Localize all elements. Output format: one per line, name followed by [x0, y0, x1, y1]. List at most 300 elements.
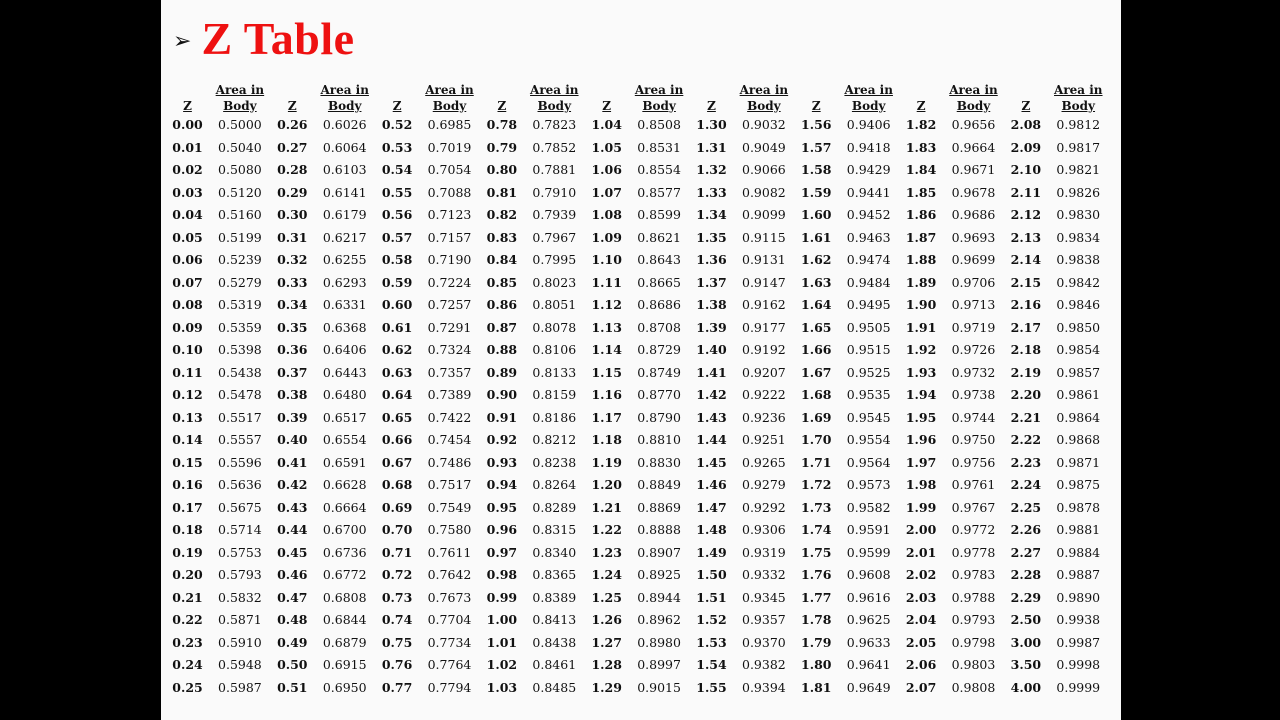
area-value: 0.9798: [951, 634, 996, 650]
area-value: 0.9345: [742, 589, 786, 605]
z-value: 0.95: [486, 499, 518, 515]
area-value: 0.5279: [218, 274, 262, 290]
z-value: 1.36: [696, 252, 727, 267]
area-value: 0.9890: [1056, 589, 1101, 605]
area-value: 0.8106: [532, 342, 577, 357]
area-value: 0.6879: [322, 634, 367, 650]
area-value: 0.9573: [846, 477, 891, 492]
area-value: 0.9812: [1056, 117, 1101, 132]
z-value: 0.59: [381, 274, 413, 290]
z-value: 2.03: [905, 589, 937, 605]
area-value: 0.6293: [322, 274, 367, 290]
z-value: 1.71: [801, 454, 832, 470]
z-value: 2.02: [905, 567, 937, 582]
z-value: 1.86: [905, 207, 937, 222]
area-value: 0.6179: [322, 207, 367, 222]
area-value: 0.9878: [1056, 499, 1101, 515]
z-value: 1.02: [486, 657, 518, 672]
area-value: 0.6026: [322, 117, 367, 132]
area-value: 0.9066: [742, 162, 786, 177]
area-value: 0.9842: [1056, 274, 1101, 290]
z-value: 0.11: [172, 364, 203, 380]
z-value: 0.82: [486, 207, 518, 222]
z-value: 0.49: [277, 634, 308, 650]
area-value: 0.8289: [532, 499, 577, 515]
z-value: 1.44: [696, 432, 727, 447]
area-value: 0.5160: [218, 207, 262, 222]
z-value: 1.67: [801, 364, 832, 380]
area-value: 0.5478: [218, 387, 262, 402]
area-value: 0.9713: [951, 297, 996, 312]
z-value: 1.50: [696, 567, 727, 582]
area-value: 0.7794: [427, 679, 472, 695]
area-value: 0.7995: [532, 252, 577, 267]
area-value: 0.9887: [1056, 567, 1101, 582]
z-value: 0.36: [277, 342, 308, 357]
area-value: 0.9999: [1056, 679, 1101, 695]
area-value: 0.9554: [846, 432, 891, 447]
area-value: 0.9881: [1056, 522, 1101, 537]
area-value: 0.9292: [742, 499, 786, 515]
column-header-z: Z: [183, 98, 192, 113]
z-value: 2.19: [1010, 364, 1042, 380]
area-value: 0.8159: [532, 387, 577, 402]
z-value: 0.12: [172, 387, 203, 402]
area-value: 0.9599: [846, 544, 891, 560]
z-value: 1.13: [591, 319, 622, 335]
area-value: 0.5714: [218, 522, 262, 537]
area-value: 0.7454: [427, 432, 472, 447]
area-value: 0.9756: [951, 454, 996, 470]
z-value: 1.05: [591, 139, 622, 155]
z-value: 1.21: [591, 499, 622, 515]
area-value: 0.5596: [218, 454, 262, 470]
z-value: 1.78: [801, 612, 832, 627]
area-value: 0.7704: [427, 612, 472, 627]
table-row: [169, 609, 1112, 632]
z-value: 1.89: [905, 274, 937, 290]
z-value: 0.98: [486, 567, 518, 582]
column-header-z: Z: [392, 98, 402, 113]
area-value: 0.5753: [218, 544, 262, 560]
area-value: 0.7823: [532, 117, 577, 132]
z-value: 1.73: [801, 499, 832, 515]
area-value: 0.9699: [951, 252, 996, 267]
z-value: 0.79: [486, 139, 518, 155]
area-value: 0.8621: [637, 229, 681, 245]
z-value: 0.91: [486, 409, 518, 425]
z-value: 1.38: [696, 297, 727, 312]
area-value: 0.7422: [427, 409, 472, 425]
area-value: 0.9162: [742, 297, 786, 312]
area-value: 0.9082: [742, 184, 786, 200]
area-value: 0.7389: [427, 387, 472, 402]
z-value: 1.64: [801, 297, 832, 312]
z-value: 0.06: [172, 252, 203, 267]
area-value: 0.9854: [1056, 342, 1101, 357]
area-value: 0.6985: [427, 117, 472, 132]
z-value: 0.78: [486, 117, 518, 132]
column-header-z: Z: [707, 98, 716, 113]
z-value: 2.01: [905, 544, 937, 560]
table-row: [169, 564, 1112, 587]
area-value: 0.8508: [637, 117, 681, 132]
z-value: 1.97: [905, 454, 937, 470]
area-value: 0.7486: [427, 454, 472, 470]
z-value: 0.23: [172, 634, 203, 650]
z-value: 0.15: [172, 454, 203, 470]
z-value: 2.27: [1010, 544, 1042, 560]
z-value: 3.50: [1010, 657, 1042, 672]
area-value: 0.7734: [427, 634, 472, 650]
area-value: 0.6141: [322, 184, 367, 200]
column-header-area-line2: Body: [432, 98, 467, 113]
area-value: 0.6664: [322, 499, 367, 515]
z-value: 0.75: [381, 634, 413, 650]
z-value: 2.23: [1010, 454, 1042, 470]
area-value: 0.9207: [742, 364, 786, 380]
area-value: 0.9370: [742, 634, 786, 650]
area-value: 0.8264: [532, 477, 577, 492]
z-value: 0.88: [486, 342, 518, 357]
area-value: 0.8186: [532, 409, 577, 425]
area-value: 0.6331: [322, 297, 367, 312]
area-value: 0.9938: [1056, 612, 1101, 627]
table-row: [169, 294, 1112, 317]
z-value: 0.16: [172, 477, 203, 492]
z-value: 1.57: [801, 139, 832, 155]
z-value: 1.65: [801, 319, 832, 335]
area-value: 0.9726: [951, 342, 996, 357]
z-value: 0.38: [277, 387, 308, 402]
column-header-area: [730, 83, 798, 114]
z-value: 2.00: [905, 522, 937, 537]
z-value: 0.14: [172, 432, 203, 447]
area-value: 0.6736: [322, 544, 367, 560]
area-value: 0.9719: [951, 319, 996, 335]
column-header-area: [416, 83, 484, 114]
area-value: 0.9826: [1056, 184, 1101, 200]
z-value: 1.70: [801, 432, 832, 447]
z-value: 1.45: [696, 454, 727, 470]
z-value: 0.66: [381, 432, 413, 447]
bullet-arrow-icon: ➢: [173, 28, 192, 54]
z-value: 1.58: [801, 162, 832, 177]
table-row: [169, 474, 1112, 497]
area-value: 0.5438: [218, 364, 262, 380]
area-value: 0.8643: [637, 252, 681, 267]
z-value: 0.97: [486, 544, 518, 560]
z-value: 1.54: [696, 657, 727, 672]
z-value: 0.47: [277, 589, 308, 605]
area-value: 0.9265: [742, 454, 786, 470]
z-value: 0.90: [486, 387, 518, 402]
area-value: 0.7291: [427, 319, 472, 335]
z-value: 1.43: [696, 409, 727, 425]
table-row: [169, 317, 1112, 340]
z-value: 0.70: [381, 522, 413, 537]
area-value: 0.5675: [218, 499, 262, 515]
area-value: 0.9633: [846, 634, 891, 650]
z-value: 0.00: [172, 117, 203, 132]
z-value: 1.34: [696, 207, 727, 222]
area-value: 0.7910: [532, 184, 577, 200]
area-value: 0.9394: [742, 679, 786, 695]
area-value: 0.8849: [637, 477, 681, 492]
z-value: 1.03: [486, 679, 518, 695]
area-value: 0.9357: [742, 612, 786, 627]
z-value: 1.88: [905, 252, 937, 267]
z-value: 0.10: [172, 342, 203, 357]
column-header-area-line2: Body: [223, 98, 257, 113]
area-value: 0.7157: [427, 229, 472, 245]
z-value: 2.13: [1010, 229, 1042, 245]
z-value: 1.24: [591, 567, 622, 582]
area-value: 0.7764: [427, 657, 472, 672]
area-value: 0.5000: [218, 117, 262, 132]
slide-title: Z Table: [201, 12, 355, 64]
z-value: 1.27: [591, 634, 622, 650]
column-header-area-line1: Area in: [844, 83, 893, 97]
area-value: 0.9664: [951, 139, 996, 155]
area-value: 0.8944: [637, 589, 681, 605]
z-value: 0.58: [381, 252, 413, 267]
z-value: 1.99: [905, 499, 937, 515]
z-value: 1.90: [905, 297, 937, 312]
area-value: 0.5871: [218, 612, 262, 627]
area-value: 0.8389: [532, 589, 577, 605]
z-value: 1.35: [696, 229, 727, 245]
area-value: 0.9778: [951, 544, 996, 560]
area-value: 0.8962: [637, 612, 681, 627]
area-value: 0.9750: [951, 432, 996, 447]
column-header-area-line2: Body: [537, 98, 572, 113]
z-value: 1.66: [801, 342, 832, 357]
z-value: 1.42: [696, 387, 727, 402]
area-value: 0.5398: [218, 342, 262, 357]
area-value: 0.9147: [742, 274, 786, 290]
z-value: 0.69: [381, 499, 413, 515]
z-value: 1.33: [696, 184, 727, 200]
area-value: 0.9515: [846, 342, 891, 357]
z-value: 0.74: [381, 612, 413, 627]
area-value: 0.9545: [846, 409, 891, 425]
z-value: 0.39: [277, 409, 308, 425]
z-value: 0.81: [486, 184, 518, 200]
area-value: 0.9641: [846, 657, 891, 672]
z-value: 0.96: [486, 522, 518, 537]
z-value: 0.64: [381, 387, 413, 402]
area-value: 0.7190: [427, 252, 472, 267]
z-value: 0.30: [277, 207, 308, 222]
area-value: 0.9306: [742, 522, 786, 537]
area-value: 0.7054: [427, 162, 472, 177]
column-header-area: [520, 83, 588, 114]
z-value: 0.94: [486, 477, 518, 492]
column-header-area: [625, 83, 693, 114]
z-value: 2.14: [1010, 252, 1042, 267]
area-value: 0.9864: [1056, 409, 1101, 425]
z-value: 0.52: [381, 117, 413, 132]
area-value: 0.9793: [951, 612, 996, 627]
area-value: 0.9803: [951, 657, 996, 672]
z-value: 2.25: [1010, 499, 1042, 515]
area-value: 0.5557: [218, 432, 262, 447]
table-row: [169, 677, 1112, 700]
column-header-area-line1: Area in: [1054, 83, 1103, 97]
z-value: 1.93: [905, 364, 937, 380]
area-value: 0.8907: [637, 544, 681, 560]
area-value: 0.8461: [532, 657, 577, 672]
z-value: 0.42: [277, 477, 308, 492]
area-value: 0.9783: [951, 567, 996, 582]
z-value: 2.07: [905, 679, 937, 695]
area-value: 0.9656: [951, 117, 996, 132]
title-row: [173, 8, 355, 68]
area-value: 0.8686: [637, 297, 681, 312]
area-value: 0.7673: [427, 589, 472, 605]
z-value: 0.87: [486, 319, 518, 335]
column-header-area: [206, 83, 274, 114]
area-value: 0.9808: [951, 679, 996, 695]
z-value: 0.71: [381, 544, 413, 560]
area-value: 0.5120: [218, 184, 262, 200]
z-value: 1.94: [905, 387, 937, 402]
z-value: 2.16: [1010, 297, 1042, 312]
area-value: 0.5080: [218, 162, 262, 177]
area-value: 0.7019: [427, 139, 472, 155]
area-value: 0.9871: [1056, 454, 1101, 470]
z-value: 0.31: [277, 229, 308, 245]
area-value: 0.9744: [951, 409, 996, 425]
z-value: 1.29: [591, 679, 622, 695]
area-value: 0.9788: [951, 589, 996, 605]
area-value: 0.8980: [637, 634, 681, 650]
area-value: 0.9846: [1056, 297, 1101, 312]
z-value: 1.25: [591, 589, 622, 605]
area-value: 0.7123: [427, 207, 472, 222]
z-value: 0.13: [172, 409, 203, 425]
z-value: 1.40: [696, 342, 727, 357]
column-header-area-line2: Body: [642, 98, 676, 113]
z-value: 1.39: [696, 319, 727, 335]
z-value: 0.17: [172, 499, 203, 515]
z-value: 1.81: [801, 679, 832, 695]
z-value: 1.04: [591, 117, 622, 132]
z-value: 2.05: [905, 634, 937, 650]
area-value: 0.7939: [532, 207, 577, 222]
z-value: 1.79: [801, 634, 832, 650]
z-value: 0.27: [277, 139, 308, 155]
area-value: 0.9251: [742, 432, 786, 447]
column-header-area: [835, 83, 903, 114]
area-value: 0.9495: [846, 297, 891, 312]
area-value: 0.9032: [742, 117, 786, 132]
z-value: 1.76: [801, 567, 832, 582]
area-value: 0.8577: [637, 184, 681, 200]
slide: [161, 0, 1121, 720]
area-value: 0.6064: [322, 139, 367, 155]
area-value: 0.9678: [951, 184, 996, 200]
area-value: 0.7611: [427, 544, 472, 560]
table-row: [169, 407, 1112, 430]
area-value: 0.5793: [218, 567, 262, 582]
table-header-row: [169, 83, 1112, 114]
area-value: 0.9474: [846, 252, 891, 267]
area-value: 0.9861: [1056, 387, 1101, 402]
table-row: [169, 339, 1112, 362]
area-value: 0.6950: [322, 679, 367, 695]
area-value: 0.8770: [637, 387, 681, 402]
table-row: [169, 429, 1112, 452]
z-value: 1.83: [905, 139, 937, 155]
z-value: 1.12: [591, 297, 622, 312]
area-value: 0.6915: [322, 657, 367, 672]
area-value: 0.9505: [846, 319, 891, 335]
z-value: 0.83: [486, 229, 518, 245]
z-value: 0.56: [381, 207, 413, 222]
area-value: 0.9875: [1056, 477, 1101, 492]
area-value: 0.9418: [846, 139, 891, 155]
z-value: 0.62: [381, 342, 413, 357]
z-value: 2.08: [1010, 117, 1042, 132]
area-value: 0.9591: [846, 522, 891, 537]
area-value: 0.8888: [637, 522, 681, 537]
area-value: 0.9761: [951, 477, 996, 492]
z-value: 1.75: [801, 544, 832, 560]
z-value: 2.22: [1010, 432, 1042, 447]
z-value: 1.20: [591, 477, 622, 492]
z-value: 2.12: [1010, 207, 1042, 222]
z-value: 0.99: [486, 589, 518, 605]
z-value: 2.24: [1010, 477, 1042, 492]
area-value: 0.9463: [846, 229, 891, 245]
z-value: 0.67: [381, 454, 413, 470]
area-value: 0.8925: [637, 567, 681, 582]
z-value: 1.49: [696, 544, 727, 560]
area-value: 0.8365: [532, 567, 577, 582]
z-value: 1.31: [696, 139, 727, 155]
z-value: 0.04: [172, 207, 203, 222]
column-header-area-line2: Body: [1061, 98, 1096, 113]
area-value: 0.8238: [532, 454, 577, 470]
z-value: 2.06: [905, 657, 937, 672]
table-row: [169, 227, 1112, 250]
z-value: 0.44: [277, 522, 308, 537]
area-value: 0.9671: [951, 162, 996, 177]
z-value: 1.60: [801, 207, 832, 222]
table-row: [169, 587, 1112, 610]
z-value: 1.69: [801, 409, 832, 425]
z-value: 2.50: [1010, 612, 1042, 627]
area-value: 0.8485: [532, 679, 577, 695]
area-value: 0.9834: [1056, 229, 1101, 245]
z-value: 1.87: [905, 229, 937, 245]
area-value: 0.9868: [1056, 432, 1101, 447]
z-value: 0.84: [486, 252, 518, 267]
area-value: 0.9625: [846, 612, 891, 627]
area-value: 0.9686: [951, 207, 996, 222]
area-value: 0.9767: [951, 499, 996, 515]
area-value: 0.9099: [742, 207, 786, 222]
z-value: 1.51: [696, 589, 727, 605]
z-value: 0.55: [381, 184, 413, 200]
column-header-area-line2: Body: [327, 98, 362, 113]
z-value: 0.22: [172, 612, 203, 627]
z-value: 1.32: [696, 162, 727, 177]
area-value: 0.5517: [218, 409, 262, 425]
area-value: 0.8810: [637, 432, 681, 447]
